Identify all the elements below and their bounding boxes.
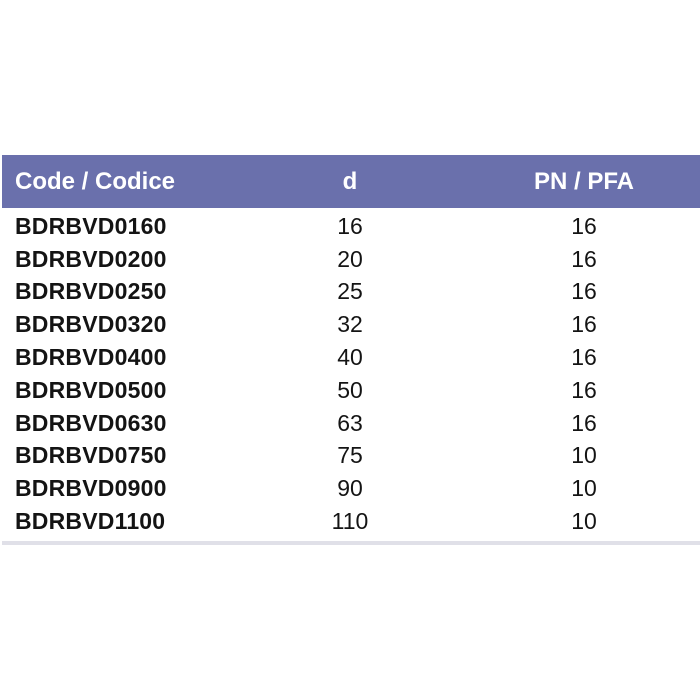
table-row <box>2 276 700 309</box>
cell-pn: 16 <box>571 376 597 403</box>
cell-pn: 16 <box>571 212 597 239</box>
cell-code: BDRBVD0900 <box>15 475 167 502</box>
cell-d: 16 <box>337 212 363 239</box>
cell-pn: 10 <box>571 475 597 502</box>
cell-d: 20 <box>337 245 363 272</box>
cell-d: 63 <box>337 409 363 436</box>
cell-d: 40 <box>337 344 363 371</box>
cell-pn: 16 <box>571 245 597 272</box>
header-pn: PN / PFA <box>533 167 635 195</box>
table-body <box>2 208 700 538</box>
table-row <box>2 341 700 374</box>
cell-pn: 16 <box>571 311 597 338</box>
cell-d: 50 <box>337 376 363 403</box>
cell-code: BDRBVD0500 <box>15 376 167 403</box>
cell-d: 25 <box>337 278 363 305</box>
cell-code: BDRBVD0200 <box>15 245 167 272</box>
cell-code: BDRBVD1100 <box>15 508 166 535</box>
cell-d: 110 <box>331 508 369 535</box>
cell-code: BDRBVD0750 <box>15 442 167 469</box>
cell-d: 32 <box>337 311 363 338</box>
cell-code: BDRBVD0400 <box>15 344 167 371</box>
cell-code: BDRBVD0250 <box>15 278 167 305</box>
table-bottom-rule <box>2 541 700 545</box>
cell-pn: 16 <box>571 278 597 305</box>
table-row <box>2 407 700 440</box>
table-row <box>2 210 700 243</box>
cell-d: 75 <box>337 442 363 469</box>
cell-code: BDRBVD0160 <box>15 212 167 239</box>
cell-code: BDRBVD0320 <box>15 311 167 338</box>
cell-pn: 10 <box>571 442 597 469</box>
cell-pn: 16 <box>571 344 597 371</box>
table-row <box>2 440 700 473</box>
table-row <box>2 505 700 538</box>
table-row <box>2 472 700 505</box>
cell-code: BDRBVD0630 <box>15 409 167 436</box>
header-d: d <box>342 167 358 195</box>
cell-pn: 10 <box>571 508 597 535</box>
table-header-row <box>2 155 700 208</box>
product-table <box>2 155 700 545</box>
table-row <box>2 243 700 276</box>
cell-pn: 16 <box>571 409 597 436</box>
cell-d: 90 <box>337 475 363 502</box>
table-row <box>2 308 700 341</box>
table-row <box>2 374 700 407</box>
header-code: Code / Codice <box>15 167 176 195</box>
